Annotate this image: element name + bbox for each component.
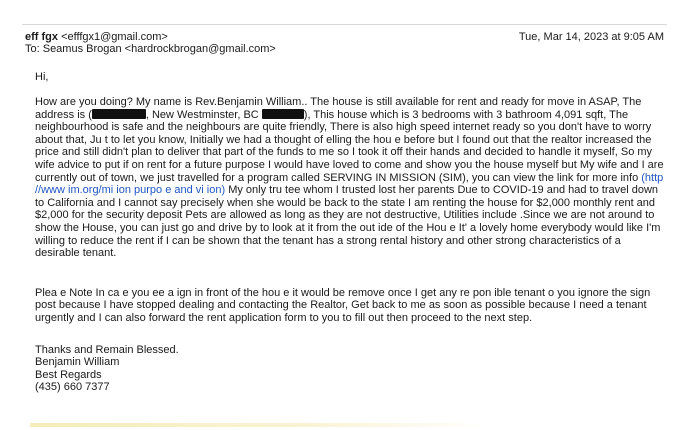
paragraph-2: Plea e Note In ca e you ee a ign in front of the hou e it would be remove once I get any re pon ible tenant o you ignore the sign post because I have stopped dealing and contacting the Realtor, Get back to me as soon as possible because I need a tenant urgently and I can also forward the rent application form to you to fill out then proceed to the next step. xyxy=(35,286,651,324)
recipient-line: To: Seamus Brogan <hardrockbrogan@gmail.com> xyxy=(25,43,276,55)
sender-address[interactable]: <efffgx1@gmail.com> xyxy=(61,31,168,43)
closing-line-3: Best Regards xyxy=(35,368,102,381)
paragraph-1-text-a: How are you doing? My name is Rev.Benjamin William.. The house is still available for rent and ready for move in ASAP, The address is ( xyxy=(35,96,642,121)
paragraph-1 xyxy=(35,96,667,260)
mission-link[interactable]: (http //www im.org/mi ion purpo e and vi ion) xyxy=(35,171,664,197)
paragraph-1-text-d: My only tru tee whom I trusted lost her parents Due to COVID-19 and had to travel down to California and I cannot say precisely when she would be back to the state I am renting the house for $2,000 monthly rent and $2,000 for the security deposit Pets are allowed as long as they are not destructive, Utilities include .Since we are not around to show the House, you can just go and drive by to look at it from the out ide of the Hou e It' a lovely home everybody would like I'm willing to reduce the rent if I can be shown that the tenant has a strong rental history and other strong characteristics of a desirable tenant. xyxy=(35,184,661,260)
email-body xyxy=(35,71,667,394)
paragraph-1-text-c: ), This house which is 3 bedrooms with 3 bathroom 4,091 sqft, The neighbourhood is safe and the neighbours are quite friendly, There is also high speed internet ready so you don't have to worry about that, Ju t to let you know, Initially we had a thought of elling the hou e before but I found out that the realtor increased the price and still didn't plan to deliver that part of the funds to me so I took it off their hands and decided to handle it myself, So my wife advice to put if on rent for a future purpose I would have loved to come and show you the house myself but My wife and I are currently out of town, we just travelled for a program called SERVING IN MISSION (SIM), you can view the link for more info xyxy=(35,108,664,184)
signature-name: Benjamin William xyxy=(35,356,120,369)
sender-name[interactable]: eff fgx xyxy=(25,31,58,43)
closing-line-1: Thanks and Remain Blessed. xyxy=(35,343,179,356)
redacted-address xyxy=(92,109,146,119)
phone-number: (435) 660 7377 xyxy=(35,381,110,394)
greeting: Hi, xyxy=(35,71,49,83)
header-divider xyxy=(22,24,667,25)
closing-block xyxy=(35,344,667,394)
email-date: Tue, Mar 14, 2023 at 9:05 AM xyxy=(518,31,664,43)
cutoff-text-fragment xyxy=(30,423,490,427)
paragraph-1-text-b: , New Westminster, BC xyxy=(145,108,262,121)
redacted-postal-code xyxy=(262,109,304,119)
